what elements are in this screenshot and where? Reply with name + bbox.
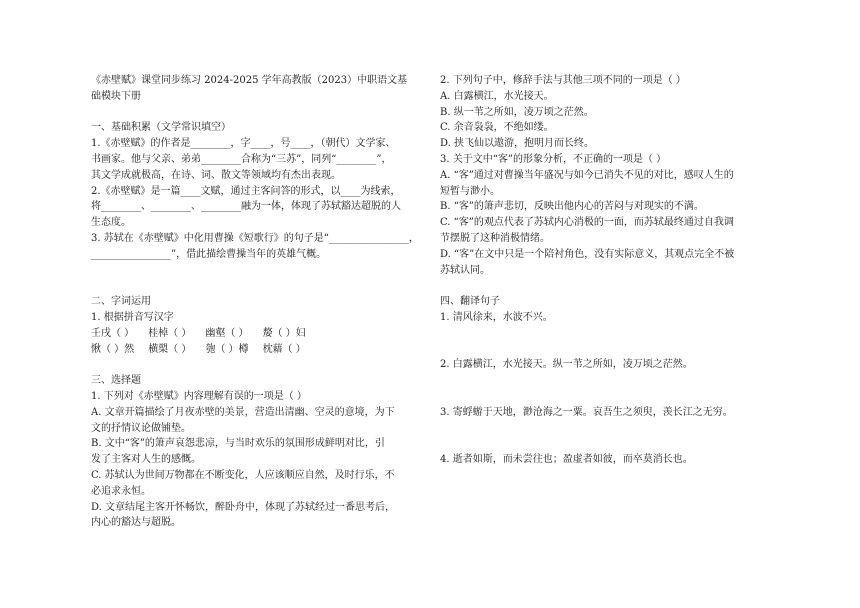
right-column <box>440 73 770 468</box>
translate-item: 4. 逝者如斯，而未尝往也；盈虚者如彼，而卒莫消长也。 <box>440 454 693 466</box>
q2-option: B. 纵一苇之所如，凌万顷之茫然。 <box>440 106 594 118</box>
pinyin-item: 幽壑（ ） <box>205 327 249 339</box>
section4-heading: 四、翻译句子 <box>440 296 500 308</box>
option-c-line: C. 苏轼认为世间万物都在不断变化，人应该顺应自然，及时行乐，不 <box>91 469 395 481</box>
worksheet-title-cont: 础模块下册 <box>91 90 141 102</box>
pinyin-row-2 <box>91 342 421 358</box>
pinyin-item: 枕藉（ ） <box>262 343 306 355</box>
section1-q2-line: 2.《赤壁赋》是一篇____文赋，通过主客问答的形式，以____为线索， <box>91 185 401 197</box>
pinyin-item: 嫠（ ）妇 <box>262 327 306 339</box>
q3-option-c-line: C. “客”的观点代表了苏轼内心消极的一面，而苏轼最终通过自我调 <box>440 217 734 229</box>
section1-q2-line: 生态度。 <box>91 217 131 229</box>
option-c-line: 必追求永恒。 <box>91 485 151 497</box>
section3-heading: 三、选择题 <box>91 375 141 387</box>
left-column <box>91 73 421 531</box>
section1-q1-line: 1.《赤壁赋》的作者是________，字____，号____，（朝代）文学家、 <box>91 138 396 150</box>
option-a-line: 文的抒情议论做铺垫。 <box>91 422 191 434</box>
section1-heading: 一、基础积累（文学常识填空） <box>91 122 231 134</box>
q2-option: D. 挟飞仙以遨游，抱明月而长终。 <box>440 138 595 150</box>
q3-option-d-line: D. “客”在文中只是一个陪衬角色，没有实际意义，其观点完全不被 <box>440 248 735 260</box>
pinyin-item: 愀（ ）然 <box>91 343 135 355</box>
section1-q1-line: 其文学成就极高，在诗、词、散文等领域均有杰出表现。 <box>91 169 341 181</box>
section2-subheading: 1. 根据拼音写汉字 <box>91 311 174 323</box>
section1-q1-line: 书画家。他与父亲、弟弟________合称为“三苏”，同列“________”， <box>91 153 392 165</box>
translate-item: 1. 清风徐来，水波不兴。 <box>440 311 553 323</box>
option-b-line: 发了主客对人生的感慨。 <box>91 454 201 466</box>
pinyin-item: 匏（ ）樽 <box>205 343 249 355</box>
section3-q2: 2. 下列句子中，修辞手法与其他三项不同的一项是（ ） <box>440 75 686 86</box>
q3-option-a-line: 短暂与渺小。 <box>440 185 500 197</box>
pinyin-item: 横槊（ ） <box>148 343 192 355</box>
q3-option-c-line: 节摆脱了这种消极情绪。 <box>440 232 550 244</box>
option-b-line: B. 文中“客”的箫声哀怨悲凉，与当时欢乐的氛围形成鲜明对比，引 <box>91 438 385 450</box>
q3-option-b: B. “客”的箫声悲切，反映出他内心的苦闷与对现实的不满。 <box>440 201 704 213</box>
pinyin-item: 壬戌（ ） <box>91 327 135 339</box>
section1-q2-line: 将________、________、________融为一体，体现了苏轼豁达超脱的人 <box>91 201 401 213</box>
worksheet-title: 《赤壁赋》课堂同步练习 2024-2025 学年高教版（2023）中职语文基 <box>91 75 408 86</box>
pinyin-item: 桂棹（ ） <box>148 327 192 339</box>
option-a-line: A. 文章开篇描绘了月夜赤壁的美景，营造出清幽、空灵的意境，为下 <box>91 406 395 418</box>
q3-option-d-line: 苏轼认同。 <box>440 264 490 276</box>
option-d-line: 内心的豁达与超脱。 <box>91 517 181 529</box>
section3-q1: 1. 下列对《赤壁赋》内容理解有误的一项是（ ） <box>91 390 307 402</box>
section2-heading: 二、字词运用 <box>91 296 151 308</box>
section1-q3-line: 3. 苏轼在《赤壁赋》中化用曹操《短歌行》的句子是“________________， <box>91 232 419 244</box>
option-d-line: D. 文章结尾主客开怀畅饮，醉卧舟中，体现了苏轼经过一番思考后， <box>91 501 396 513</box>
translate-item: 3. 寄蜉蝣于天地，渺沧海之一粟。哀吾生之须臾，羡长江之无穷。 <box>440 406 733 418</box>
section3-q3: 3. 关于文中“客”的形象分析，不正确的一项是（ ） <box>440 153 667 165</box>
translate-item: 2. 白露横江，水光接天。纵一苇之所如，凌万顷之茫然。 <box>440 359 693 371</box>
q2-option: C. 余音袅袅，不绝如缕。 <box>440 122 554 134</box>
section1-q3-line: ________________”，借此描绘曹操当年的英雄气概。 <box>91 248 327 260</box>
pinyin-row-1 <box>91 326 421 342</box>
q2-option: A. 白露横江，水光接天。 <box>440 90 554 102</box>
q3-option-a-line: A. “客”通过对曹操当年盛况与如今已消失不见的对比，感叹人生的 <box>440 169 734 181</box>
